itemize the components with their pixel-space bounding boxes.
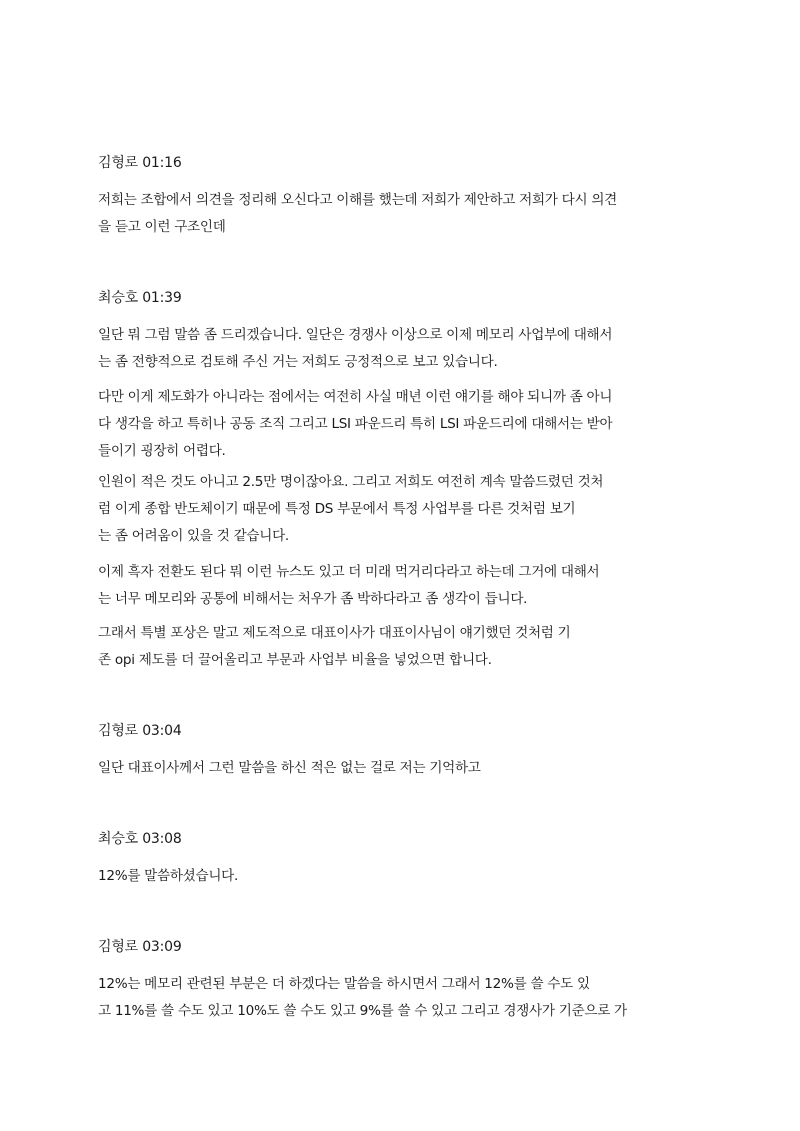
speaker-timestamp: 최승호 03:08 (98, 831, 182, 847)
text-line: 일단 대표이사께서 그런 말씀을 하신 적은 없는 걸로 저는 기억하고 (98, 760, 481, 776)
text-line: 12%는 메모리 관련된 부분은 더 하겠다는 말씀을 하시면서 그래서 12%를 쓸 수도 있 (98, 976, 590, 992)
transcript-entry (98, 829, 708, 849)
text-line: 다 생각을 하고 특히나 공동 조직 그리고 LSI 파운드리 특히 LSI 파운드리에 대해서는 받아 (98, 416, 613, 432)
transcript-entry (98, 153, 708, 173)
text-line: 고 11%를 쓸 수도 있고 10%도 쓸 수도 있고 9%를 쓸 수 있고 그리고 경쟁사가 기준으로 가 (98, 1003, 627, 1019)
text-line: 인원이 적은 것도 아니고 2.5만 명이잖아요. 그리고 저희도 여전히 계속 말씀드렸던 것처 (98, 474, 604, 490)
text-line: 존 opi 제도를 더 끌어올리고 부문과 사업부 비율을 넣었으면 합니다. (98, 652, 492, 668)
text-line: 을 듣고 이런 구조인데 (98, 219, 226, 235)
transcript-entry (98, 937, 708, 957)
transcript-entry (98, 288, 708, 308)
transcript-entry (98, 721, 708, 741)
paragraph (98, 758, 708, 778)
text-line: 는 좀 전향적으로 검토해 주신 거는 저희도 긍정적으로 보고 있습니다. (98, 354, 498, 370)
paragraph (98, 387, 708, 461)
paragraph (98, 562, 708, 609)
speaker-timestamp: 김형로 01:16 (98, 155, 182, 171)
speaker-timestamp: 최승호 01:39 (98, 290, 182, 306)
text-line: 는 너무 메모리와 공통에 비해서는 처우가 좀 박하다라고 좀 생각이 듭니다. (98, 591, 528, 607)
paragraph (98, 325, 708, 372)
text-line: 는 좀 어려움이 있을 것 같습니다. (98, 528, 289, 544)
paragraph (98, 190, 708, 237)
text-line: 럼 이게 종합 반도체이기 때문에 특정 DS 부문에서 특정 사업부를 다른 것처럼 보기 (98, 501, 576, 517)
text-line: 저희는 조합에서 의견을 정리해 오신다고 이해를 했는데 저희가 제안하고 저희가 다시 의견 (98, 192, 617, 208)
text-line: 12%를 말씀하셨습니다. (98, 868, 239, 884)
text-line: 다만 이게 제도화가 아니라는 점에서는 여전히 사실 매년 이런 얘기를 해야 되니까 좀 아니 (98, 389, 613, 405)
text-line: 그래서 특별 포상은 말고 제도적으로 대표이사가 대표이사님이 얘기했던 것처럼 기 (98, 625, 571, 641)
text-line: 일단 뭐 그럼 말씀 좀 드리겠습니다. 일단은 경쟁사 이상으로 이제 메모리 사업부에 대해서 (98, 327, 613, 343)
text-line: 들이기 굉장히 어렵다. (98, 443, 226, 459)
paragraph (98, 623, 708, 670)
paragraph (98, 472, 708, 546)
speaker-timestamp: 김형로 03:04 (98, 723, 182, 739)
paragraph (98, 866, 708, 886)
text-line: 이제 흑자 전환도 된다 뭐 이런 뉴스도 있고 더 미래 먹거리다라고 하는데 그거에 대해서 (98, 564, 600, 580)
paragraph (98, 974, 708, 1021)
speaker-timestamp: 김형로 03:09 (98, 939, 182, 955)
